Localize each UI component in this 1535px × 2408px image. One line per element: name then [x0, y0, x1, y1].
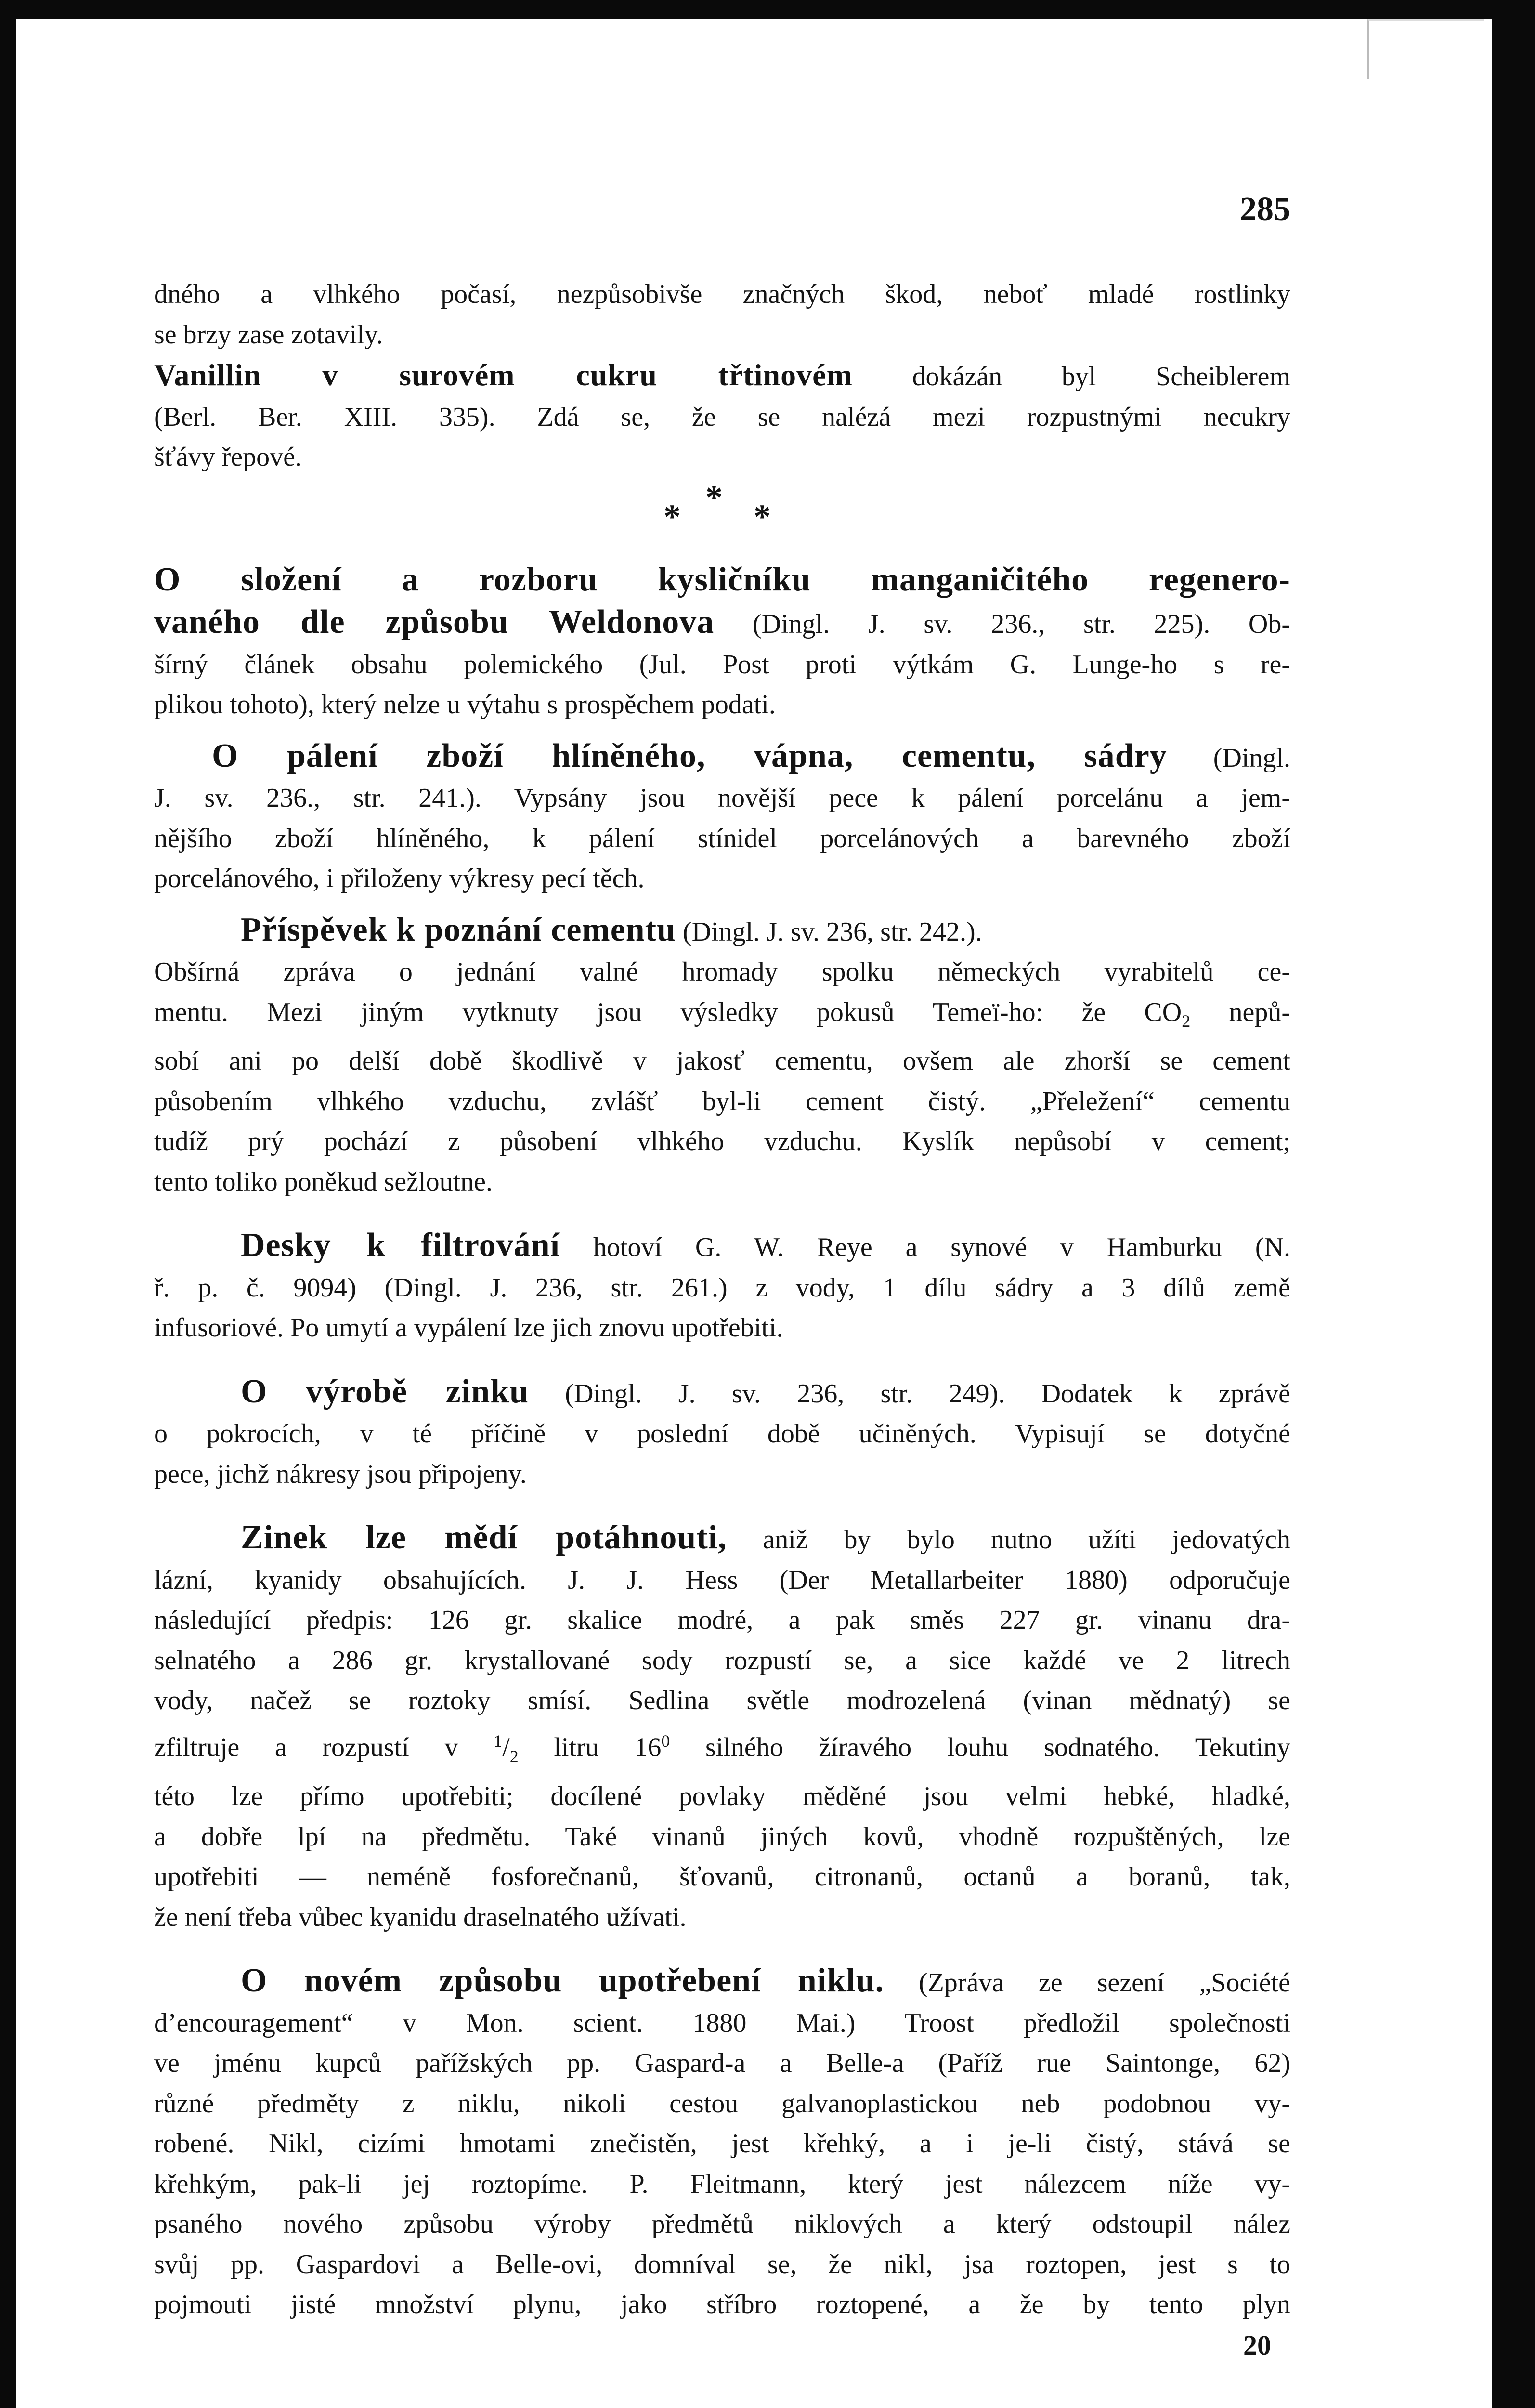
text-line: že není třeba vůbec kyanidu draselnatého užívati. — [154, 1902, 687, 1932]
text-line: této lze přímo upotřebiti; docílené povlaky měděné jsou velmi hebké, hladké, — [154, 1781, 1290, 1812]
text-line: dokázán byl Scheiblerem — [912, 362, 1290, 392]
heading-line — [154, 736, 1290, 779]
text-line: ř. p. č. 9094) (Dingl. J. 236, str. 261.) z vody, 1 dílu sádry a 3 dílů země — [154, 1272, 1290, 1303]
section-heading: Desky k filtrování — [241, 1227, 560, 1264]
superscript: 1 — [494, 1731, 503, 1751]
vanillin-heading-line — [154, 355, 1290, 397]
text-line: se brzy zase zotavily. — [154, 319, 383, 350]
text-line: tento toliko poněkud sežloutne. — [154, 1166, 493, 1197]
text-span: hotoví G. W. Reye a synové v Hamburku (N. — [593, 1232, 1291, 1263]
text-span: (Zpráva ze sezení „Société — [918, 1968, 1291, 1998]
heading-line — [154, 602, 1290, 645]
text-line: různé předměty z niklu, nikoli cestou galvanoplastickou neb podobnou vy- — [154, 2088, 1290, 2119]
text-line: o pokrocích, v té příčině v poslední době učiněných. Vypisují se dotyčné — [154, 1419, 1290, 1449]
text-line: (Berl. Ber. XIII. 335). Zdá se, že se nalézá mezi rozpustnými necukry — [154, 402, 1290, 432]
section-heading: O složení a rozboru kysličníku manganičitého regenero- — [154, 561, 1290, 598]
text-line: tudíž prý pochází z působení vlhkého vzduchu. Kyslík nepůsobí v cement; — [154, 1126, 1290, 1157]
section-heading: vaného dle způsobu Weldonova — [154, 603, 715, 641]
text-line: svůj pp. Gaspardovi a Belle-ovi, domníval se, že nikl, jsa roztopen, jest s to — [154, 2249, 1290, 2279]
scan-edge-right — [1492, 0, 1535, 2408]
section-heading: Příspěvek k poznání cementu — [241, 911, 676, 948]
signature-mark: 20 — [1243, 2329, 1271, 2361]
text-line: infusoriové. Po umytí a vypálení lze jich znovu upotřebiti. — [154, 1313, 783, 1343]
text-line: psaného nového způsobu výroby předmětů niklových a který odstoupil nález — [154, 2209, 1290, 2239]
text-line: křehkým, pak-li jej roztopíme. P. Fleitmann, který jest nálezcem níže vy- — [154, 2169, 1290, 2199]
text-line: J. sv. 236., str. 241.). Vypsány jsou novější pece k pálení porcelánu a jem- — [154, 783, 1290, 813]
text-span: silného žíravého louhu sodnatého. Tekutiny — [670, 1732, 1291, 1763]
text-line: šťávy řepové. — [154, 442, 302, 472]
text-line: lázní, kyanidy obsahujících. J. J. Hess (Der Metallarbeiter 1880) odporučuje — [154, 1565, 1290, 1595]
subscript: 2 — [509, 1746, 519, 1766]
heading-line — [154, 560, 1290, 602]
reference: (Dingl. J. sv. 236, str. 242.). — [682, 916, 982, 947]
text-line: šírný článek obsahu polemického (Jul. Post proti výtkám G. Lunge-ho s re- — [154, 649, 1290, 680]
text-line: vody, načež se roztoky smísí. Sedlina světle modrozelená (vinan mědnatý) se — [154, 1686, 1290, 1716]
text-line: porcelánového, i přiloženy výkresy pecí těch. — [154, 864, 645, 893]
text-line: Obšírná zpráva o jednání valné hromady spolku německých vyrabitelů ce- — [154, 957, 1290, 987]
text-line — [154, 1721, 1290, 1777]
text-line: a dobře lpí na předmětu. Také vinanů jiných kovů, vhodně rozpuštěných, lze — [154, 1821, 1290, 1852]
text-span: / — [502, 1732, 510, 1763]
reference: (Dingl. J. sv. 236., str. 225). Ob- — [752, 609, 1290, 639]
scan-edge-top — [0, 0, 1535, 19]
text-line: pojmouti jisté množství plynu, jako stříbro roztopené, a že by tento plyn — [154, 2290, 1290, 2320]
degree-superscript: 0 — [661, 1731, 670, 1751]
text-line: působením vlhkého vzduchu, zvlášť byl-li cement čistý. „Přeležení“ cementu — [154, 1086, 1290, 1116]
text-span: aniž by bylo nutno užíti jedovatých — [763, 1525, 1290, 1555]
text-line — [154, 993, 1290, 1042]
text-span: litru 16 — [518, 1732, 662, 1763]
text-line: nějšího zboží hlíněného, k pálení stínidel porcelánových a barevného zboží — [154, 823, 1290, 853]
text-line: upotřebiti — neméně fosforečnanů, šťovanů, citronanů, octanů a boranů, tak, — [154, 1862, 1290, 1892]
section-heading: O pálení zboží hlíněného, vápna, cementu, sádry — [212, 737, 1167, 774]
star-icon: * — [754, 497, 771, 536]
star-icon: * — [663, 497, 681, 536]
text-line: robené. Nikl, cizími hmotami znečistěn, jest křehký, a i je-li čistý, stává se — [154, 2129, 1290, 2159]
text-line: dného a vlhkého počasí, nezpůsobivše značných škod, neboť mladé rostlinky — [154, 279, 1290, 309]
heading-line — [154, 1961, 1290, 2003]
text-line: ve jménu kupců pařížských pp. Gaspard-a a Belle-a (Paříž rue Saintonge, 62) — [154, 2048, 1290, 2079]
reference: (Dingl. — [1213, 743, 1291, 773]
page-body — [154, 275, 1290, 2365]
vanillin-heading: Vanillin v surovém cukru třtinovém — [154, 358, 853, 392]
text-line: d’encouragement“ v Mon. scient. 1880 Mai.) Troost předložil společnosti — [154, 2008, 1290, 2038]
text-span: mentu. Mezi jiným vytknuty jsou výsledky pokusů Temeï-ho: že CO — [154, 997, 1182, 1027]
text-line: sobí ani po delší době škodlivě v jakosť cementu, ovšem ale zhorší se cement — [154, 1046, 1290, 1076]
heading-line — [154, 1372, 1290, 1414]
heading-line — [154, 910, 1290, 953]
subscript: 2 — [1182, 1011, 1191, 1031]
text-line: pece, jichž nákresy jsou připojeny. — [154, 1459, 527, 1489]
text-span: nepů- — [1190, 997, 1290, 1027]
section-heading: O novém způsobu upotřebení niklu. — [241, 1962, 885, 2000]
text-line: následující předpis: 126 gr. skalice modré, a pak směs 227 gr. vinanu dra- — [154, 1605, 1290, 1636]
scan-corner-mark — [1367, 19, 1484, 79]
section-heading: Zinek lze mědí potáhnouti, — [241, 1519, 727, 1557]
heading-line — [154, 1518, 1290, 1560]
text-span: (Dingl. J. sv. 236, str. 249). Dodatek k zprávě — [565, 1378, 1291, 1409]
section-divider-stars — [154, 478, 1290, 560]
text-span: zfiltruje a rozpustí v — [154, 1732, 494, 1763]
page-number: 285 — [1240, 191, 1290, 228]
text-line: selnatého a 286 gr. krystallované sody rozpustí se, a sice každé ve 2 litrech — [154, 1645, 1290, 1675]
text-line: plikou tohoto), který nelze u výtahu s prospěchem podati. — [154, 690, 776, 720]
star-icon: * — [705, 478, 723, 517]
heading-line — [154, 1225, 1290, 1268]
scan-edge-left — [0, 0, 16, 2408]
section-heading: O výrobě zinku — [241, 1373, 529, 1410]
